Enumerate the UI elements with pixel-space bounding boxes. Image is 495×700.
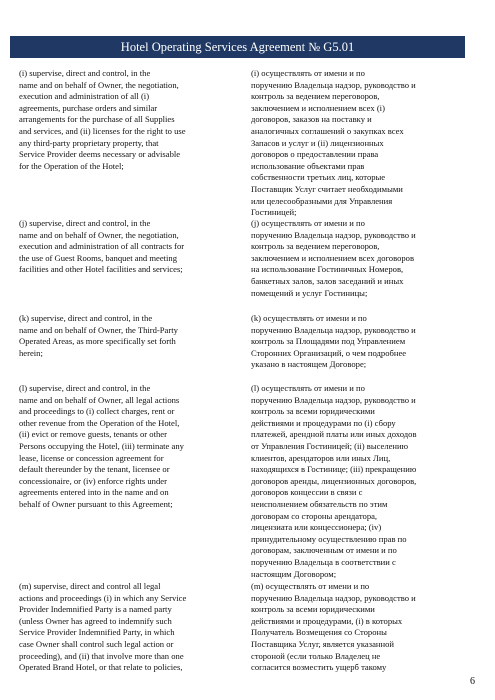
section-k-russian: (k) осуществлять от имени и по поручению Владельца надзор, руководство и контроль за Площадями под Управлением Сторонних Организаций, о чем подробнее указано в настоящем Договоре; bbox=[251, 313, 416, 370]
section-l bbox=[19, 383, 463, 579]
section-l-english: (l) supervise, direct and control, in the name and on behalf of Owner, all legal actions and proceedings to (i) collect charges, rent or other revenue from the Operation of the Hotel, (ii) evict or remove guests, tenants or other Persons occupying the Hotel, (iii) terminate any lease, license or concession agreement for default thereunder by the tenant, licensee or concessionaire, or (iv) enforce rights under agreements entered into in the name and on behalf of Owner pursuant to this Agreement; bbox=[19, 383, 184, 509]
section-j-russian: (j) осуществлять от имени и по поручению Владельца надзор, руководство и контроль за ведением переговоров, заключением и исполнением всех договоров на использование Гостиничных Номеров, банкетных залов, залов заседаний и иных помещений и услуг Гостиницы; bbox=[251, 218, 416, 298]
section-k-english: (k) supervise, direct and control, in the name and on behalf of Owner, the Third-Party Operated Areas, as more specifically set forth herein; bbox=[19, 313, 178, 358]
document-title: Hotel Operating Services Agreement № G5.01 bbox=[120, 40, 355, 54]
section-i-russian: (i) осуществлять от имени и по поручению Владельца надзор, руководство и контроль за ведением переговоров, заключением и исполнением всех (i) договоров, заказов на поставку и аналогичных соглашений о закупках всех Запасов и услуг и (ii) лицензионных договоров о предоставлении права использование объектами прав собственности третьих лиц, которые Поставщик Услуг считает необходимыми или целесообразными для Управления Гостиницей; bbox=[251, 68, 416, 218]
section-i bbox=[19, 68, 463, 218]
section-m bbox=[19, 581, 463, 674]
section-i-english: (i) supervise, direct and control, in the name and on behalf of Owner, the negotiation, execution and administration of all (i) agreements, purchase orders and similar arrangements for the purchase of all Supplies and services, and (ii) licenses for the right to use any third-party proprietary property, that Service Provider deems necessary or advisable for the Operation of the Hotel; bbox=[19, 68, 186, 171]
bilingual-columns bbox=[19, 68, 463, 674]
section-j bbox=[19, 218, 463, 300]
document-title-banner bbox=[10, 36, 465, 58]
page-number: 6 bbox=[470, 676, 475, 687]
section-m-english: (m) supervise, direct and control all legal actions and proceedings (i) in which any Service Provider Indemnified Party is a named party (unless Owner has agreed to indemnify such Service Provider Indemnified Party, in which case Owner shall control such legal action or proceeding), and (ii) that involve more than one Operated Brand Hotel, or that relate to policies, bbox=[19, 581, 187, 673]
section-k bbox=[19, 313, 463, 371]
section-l-russian: (l) осуществлять от имени и по поручению Владельца надзор, руководство и контроль за всеми юридическими действиями и процедурами по (i) сбору платежей, арендной платы или иных доходов от Управления Гостиницей; (ii) выселению клиентов, арендаторов или иных Лиц, находящихся в Гостинице; (iii) прекращению договоров аренды, лицензионных договоров, договоров концессии в связи с неисполнением обязательств по этим договорам со стороны арендатора, лицензиата или концессионера; (iv) принудительному осуществлению прав по договорам, заключенным от имени и по поручению Владельца в соответствии с настоящим Договором; bbox=[251, 383, 417, 579]
section-j-english: (j) supervise, direct and control, in the name and on behalf of Owner, the negotiation, execution and administration of all contracts for the use of Guest Rooms, banquet and meeting facilities and other Hotel facilities and services; bbox=[19, 218, 185, 275]
section-m-russian: (m) осуществлять от имени и по поручению Владельца надзор, руководство и контроль за всеми юридическими действиями и процедурами, (i) в которых Получатель Возмещения со Стороны Поставщика Услуг, является указанной стороной (если только Владелец не согласится возместить ущерб такому bbox=[251, 581, 416, 673]
